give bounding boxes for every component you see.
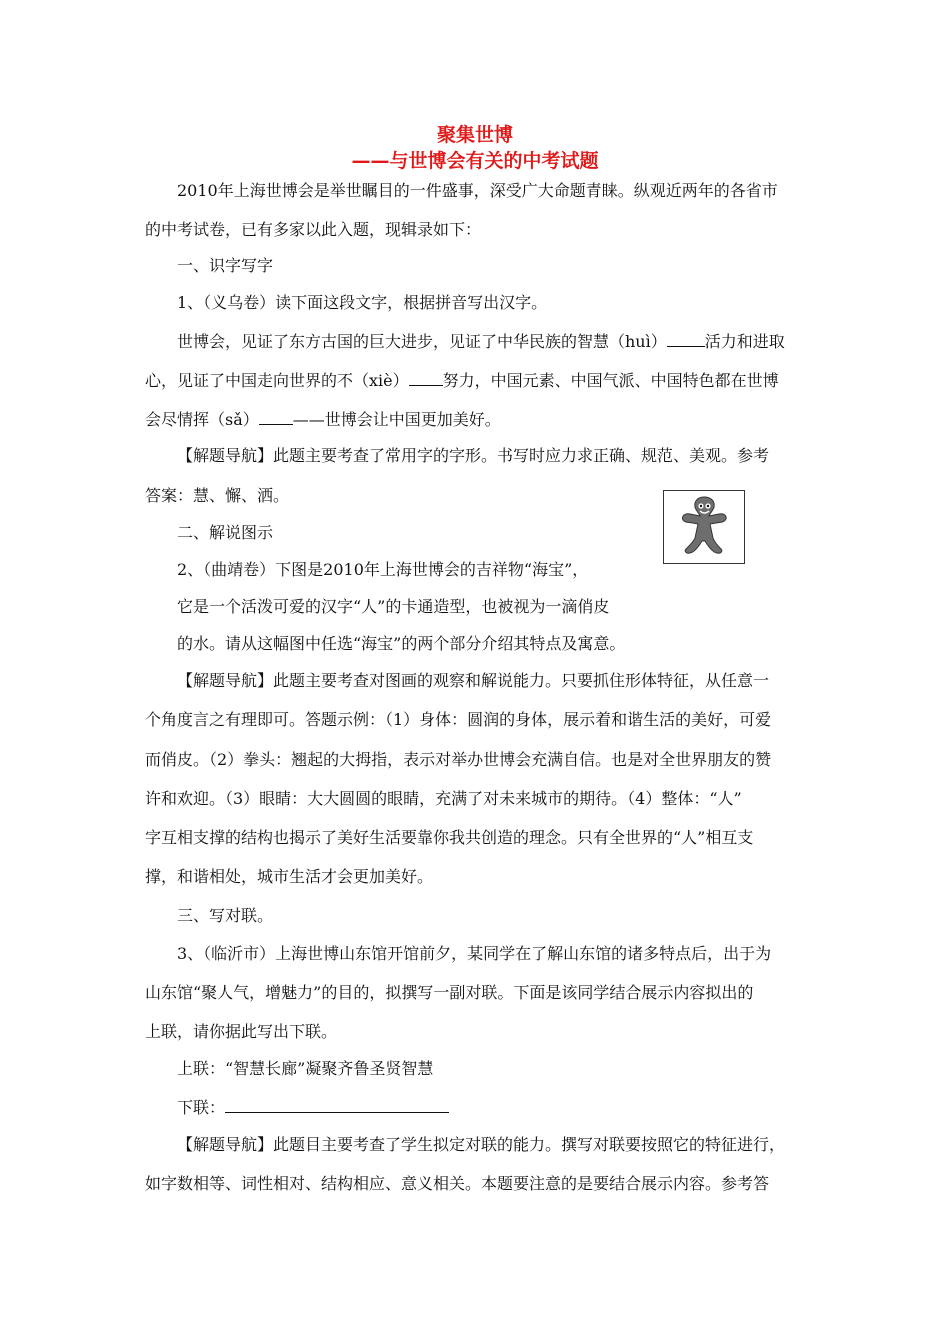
q1-text-2a: 心，见证了中国走向世界的不（xiè） [145,371,409,390]
guide-2-line-4: 许和欢迎。（3）眼睛：大大圆圆的眼睛，充满了对未来城市的期待。（4）整体：“人” [145,789,742,808]
question-1-line-2 [145,369,779,391]
guide-2-line-1: 【解题导航】此题主要考查对图画的观察和解说能力。只要抓住形体特征，从任意一 [177,671,770,690]
haibao-mascot-icon [664,491,744,563]
couplet-upper: 上联：“智慧长廊”凝聚齐鲁圣贤智慧 [177,1059,434,1078]
mascot-haibao-image [663,490,745,564]
guide-3-line-2: 如字数相等、词性相对、结构相应、意义相关。本题要注意的是要结合展示内容。参考答 [145,1174,770,1193]
guide-2-line-3: 而俏皮。（2）拳头：翘起的大拇指，表示对举办世博会充满自信。也是对全世界朋友的赞 [145,750,772,769]
couplet-lower-blank[interactable] [225,1096,449,1113]
guide-2-line-6: 撑，和谐相处，城市生活才会更加美好。 [145,867,434,886]
q1-text-1a: 世博会，见证了东方古国的巨大进步，见证了中华民族的智慧（huì） [177,332,667,351]
question-1-line-3 [145,408,501,430]
guide-1-line-1: 【解题导航】此题主要考查了常用字的字形。书写时应力求正确、规范、美观。参考 [177,446,770,465]
q1-text-1b: 活力和进取 [704,332,785,351]
section-3-heading: 三、写对联。 [177,906,274,925]
question-2-line-3: 的水。请从这幅图中任选“海宝”的两个部分介绍其特点及寓意。 [177,634,626,653]
answer-blank-3[interactable] [259,408,293,425]
question-1-line-1 [177,330,785,352]
question-3-line-1: 3、（临沂市）上海世博山东馆开馆前夕，某同学在了解山东馆的诸多特点后，出于为 [177,944,772,963]
answer-blank-1[interactable] [667,330,705,347]
question-3-line-2: 山东馆“聚人气，增魅力”的目的，拟撰写一副对联。下面是该同学结合展示内容拟出的 [145,983,754,1002]
intro-line-2: 的中考试卷，已有多家以此入题，现辑录如下： [145,220,482,239]
guide-2-line-5: 字互相支撑的结构也揭示了美好生活要靠你我共创造的理念。只有全世界的“人”相互支 [145,828,754,847]
intro-line-1: 2010年上海世博会是举世瞩目的一件盛事，深受广大命题青睐。纵观近两年的各省市 [177,181,778,200]
section-1-heading: 一、识字写字 [177,256,274,275]
question-1-title: 1、（义乌卷）读下面这段文字，根据拼音写出汉字。 [177,293,548,312]
q1-text-3a: 会尽情挥（sǎ） [145,410,259,429]
question-2-line-2: 它是一个活泼可爱的汉字“人”的卡通造型，也被视为一滴俏皮 [177,597,610,616]
guide-1-line-2: 答案：慧、懈、洒。 [145,486,290,505]
question-3-line-3: 上联，请你据此写出下联。 [145,1022,338,1041]
question-2-line-1: 2、（曲靖卷）下图是2010年上海世博会的吉祥物“海宝”， [177,560,589,579]
guide-2-line-2: 个角度言之有理即可。答题示例：（1）身体：圆润的身体，展示着和谐生活的美好，可爱 [145,710,772,729]
section-2-heading: 二、解说图示 [177,523,274,542]
couplet-lower-label: 下联： [177,1098,226,1117]
answer-blank-2[interactable] [409,369,443,386]
q1-text-3b: ——世博会让中国更加美好。 [292,410,501,429]
q1-text-2b: 努力，中国元素、中国气派、中国特色都在世博 [442,371,779,390]
couplet-lower [177,1096,449,1118]
page-subtitle: ——与世博会有关的中考试题 [351,150,599,172]
page-title: 聚集世博 [436,124,513,146]
guide-3-line-1: 【解题导航】此题目主要考查了学生拟定对联的能力。撰写对联要按照它的特征进行， [177,1135,786,1154]
